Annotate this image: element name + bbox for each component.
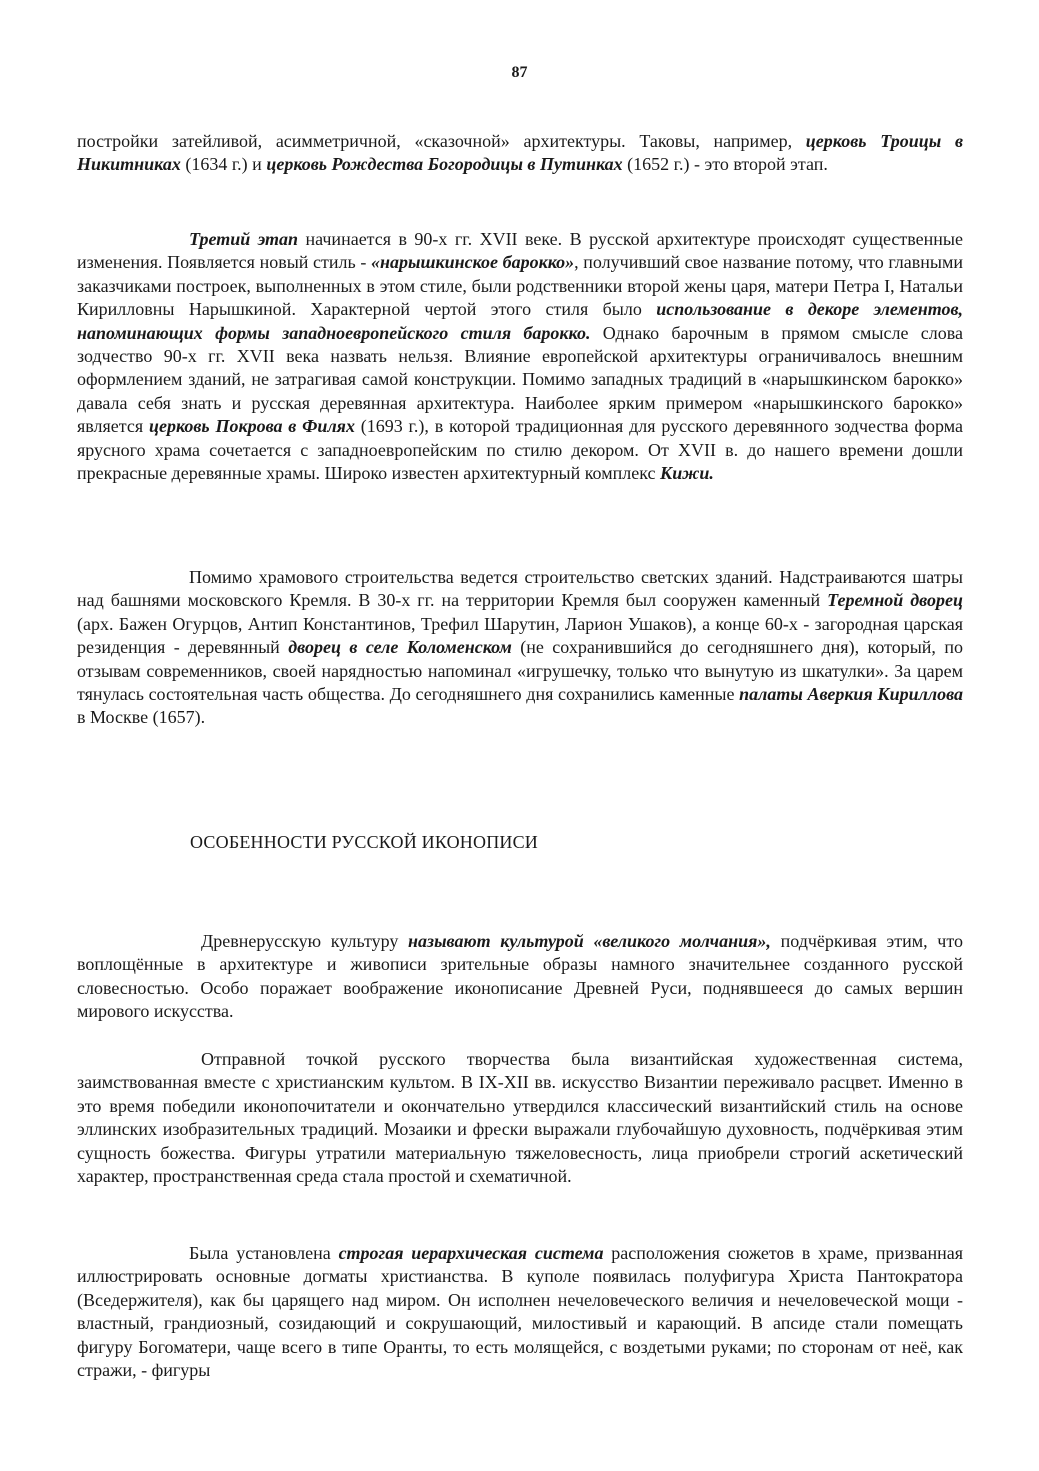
paragraph-4 bbox=[77, 930, 963, 1024]
paragraph-6 bbox=[77, 1242, 963, 1382]
body-text: расположения сюжетов в храме, призванная иллюстрировать основные догматы христианства. В куполе появилась полуфигура Христа Пантократора (Вседержителя), как бы царящего над миром. Он исполнен нечеловеческого величия и нечеловеческой мощи - властный, грандиозный, созидающий и сокрушающий, милостивый и карающий. В апсиде стали помещать фигуру Богоматери, чаще всего в типе Оранты, то есть молящейся, с воздетыми руками; по сторонам от неё, как стражи, - фигуры bbox=[77, 1243, 963, 1381]
body-text: постройки затейливой, асимметричной, «сказочной» архитектуры. Таковы, например, bbox=[77, 131, 806, 151]
body-text: Отправной точкой русского творчества была византийская художественная система, заимствованная вместе с христианским культом. В IX-XII вв. искусство Византии переживало расцвет. Именно в это время победили иконопочитатели и окончательно утвердился классический византийский стиль на основе эллинских изобразительных традиций. Мозаики и фрески выражали глубочайшую духовность, подчёркивая этим сущность божества. Фигуры утратили материальную тяжеловесность, лица приобрели строгий аскетический характер, пространственная среда стала простой и схематичной. bbox=[77, 1049, 963, 1187]
body-text: начинается в 90-х гг. XVII веке. В русской архитектуре происходят существенные изменения. Появляется новый стиль - bbox=[77, 229, 963, 273]
paragraph-3 bbox=[77, 566, 963, 730]
paragraph-1 bbox=[77, 130, 963, 177]
body-text: (не сохранившийся до сегодняшнего дня), который, по отзывам современников, своей нарядностью напоминал «игрушечку, только что вынутую из шкатулки». За царем тянулась состоятельная часть общества. До сегодняшнего дня сохранились каменные bbox=[77, 637, 963, 705]
emphasized-text: палаты Аверкия Кириллова bbox=[739, 684, 963, 705]
section-heading: ОСОБЕННОСТИ РУССКОЙ ИКОНОПИСИ bbox=[190, 832, 539, 852]
emphasized-text: Теремной дворец bbox=[827, 590, 963, 611]
paragraph-2 bbox=[77, 228, 963, 485]
body-text: , получивший свое название потому, что главными заказчиками построек, выполненных в этом стиле, были родственники второй жены царя, матери Петра I, Натальи Кирилловны Нарышкиной. Характерной чертой этого стиля было bbox=[77, 252, 964, 320]
body-text: подчёркивая этим, что воплощённые в архитектуре и живописи зрительные образы намного значительнее созданного русской словесностью. Особо поражает воображение иконописание Древней Руси, поднявшееся до самых вершин мирового искусства. bbox=[77, 931, 963, 1022]
emphasized-text: церковь Рождества Богородицы в Путинках bbox=[266, 154, 623, 175]
emphasized-text: дворец в селе Коломенском bbox=[288, 637, 512, 658]
emphasized-text: строгая иерархическая система bbox=[338, 1243, 604, 1263]
body-text: Была установлена bbox=[189, 1243, 339, 1263]
body-text: (арх. Бажен Огурцов, Антип Константинов, Трефил Шарутин, Ларион Ушаков), а конце 60-х - загородная царская резиденция - деревянный bbox=[77, 613, 963, 658]
page-number: 87 bbox=[511, 64, 528, 81]
body-text: (1634 г.) и bbox=[180, 154, 267, 175]
body-text: Помимо храмового строительства ведется строительство светских зданий. Надстраиваются шатры над башнями московского Кремля. В 30-х гг. на территории Кремля был сооружен каменный bbox=[77, 567, 963, 611]
emphasized-text: Кижи. bbox=[659, 463, 714, 484]
emphasized-text: церковь Троицы в Никитниках bbox=[77, 131, 963, 175]
body-text: (1652 г.) - это второй этап. bbox=[622, 154, 828, 175]
emphasized-text: называют культурой «великого молчания», bbox=[408, 931, 771, 951]
emphasized-text: использование в декоре элементов, напоминающих формы западноевропейского стиля барокко. bbox=[77, 299, 964, 343]
emphasized-text: «нарышкинское барокко» bbox=[370, 252, 575, 273]
emphasized-text: церковь Покрова в Филях bbox=[148, 416, 355, 437]
paragraph-5 bbox=[77, 1048, 963, 1188]
body-text: (1693 г.), в которой традиционная для русского деревянного зодчества форма ярусного храма сочетается с западноевропейским по стилю декором. От XVII в. до нашего времени дошли прекрасные деревянные храмы. Широко известен архитектурный комплекс bbox=[77, 416, 963, 484]
body-text: Однако барочным в прямом смысле слова зодчество 90-х гг. XVII века назвать нельзя. Влияние европейской архитектуры ограничивалось внешним оформлением зданий, не затрагивая самой конструкции. Помимо западных традиций в «нарышкинском барокко» давала себя знать и русская деревянная архитектура. Наиболее ярким примером «нарышкинского барокко» является bbox=[77, 322, 964, 437]
body-text: в Москве (1657). bbox=[77, 707, 206, 728]
emphasized-text: Третий этап bbox=[189, 229, 299, 249]
body-text: Древнерусскую культуру bbox=[201, 931, 409, 951]
